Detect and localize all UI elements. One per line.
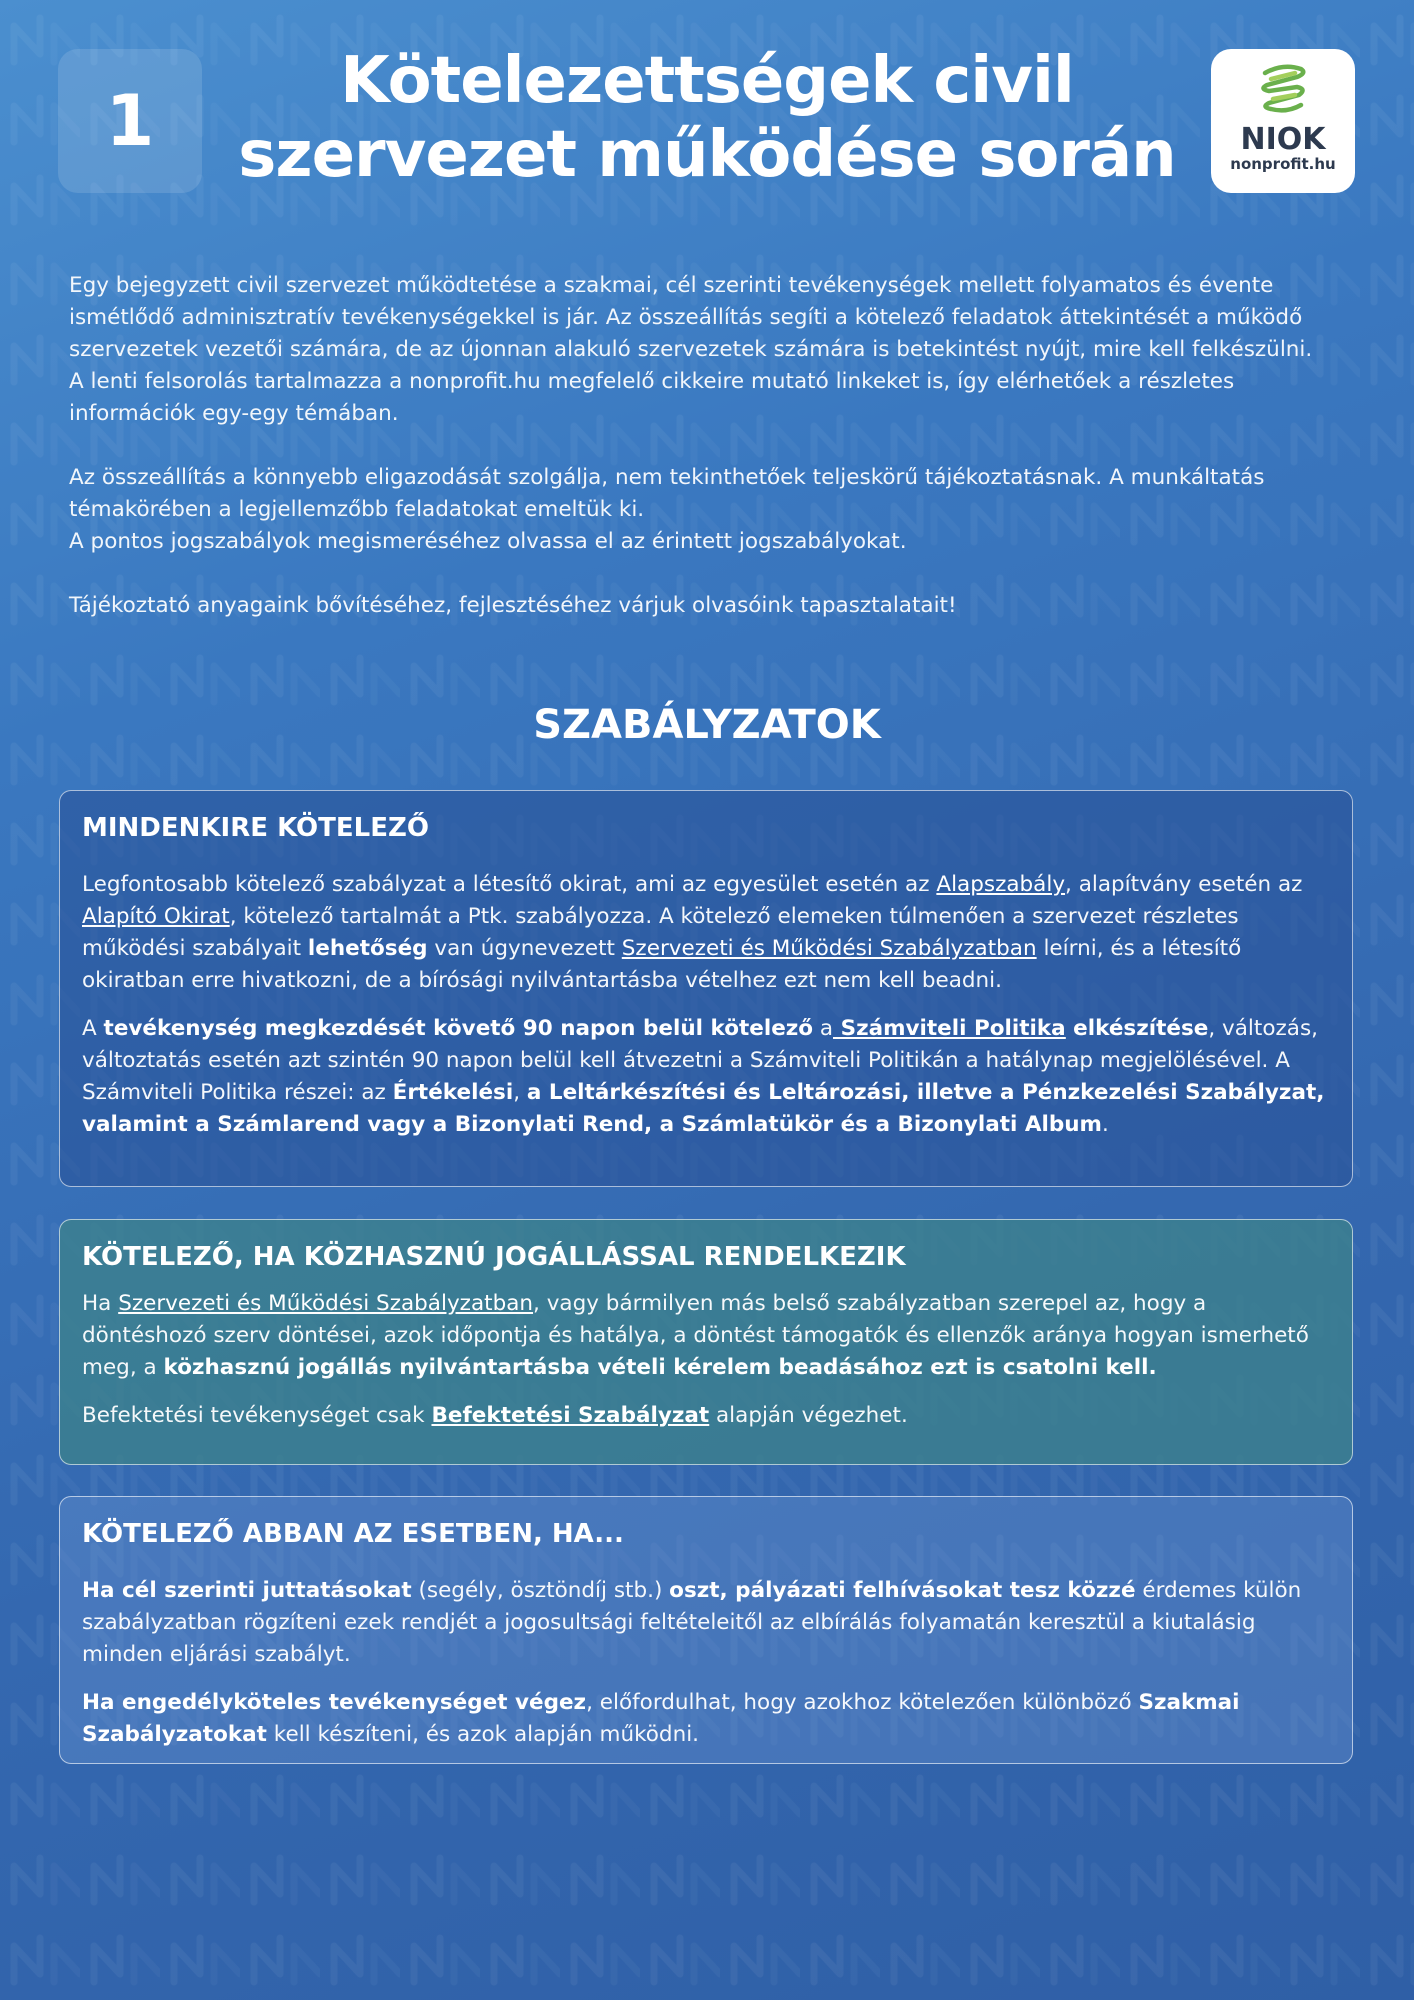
card-paragraph: Legfontosabb kötelező szabályzat a létesítő okirat, ami az egyesület esetén az Alapszabály, alapítvány esetén az Alapító Okirat, kötelező tartalmát a Ptk. szabályozza. A kötelező elemeken túlmenően a szervezet részletes működési szabályait lehetőség van úgynevezett Szervezeti és Működési Szabályzatban leírni, és a létesítő okiratban erre hivatkozni, de a bírósági nyilvántartásba vételhez ezt nem kell beadni. (82, 872, 1303, 993)
card-paragraph: Ha engedélyköteles tevékenységet végez, előfordulhat, hogy azokhoz kötelezően különböző Szakmai Szabályzatokat kell készíteni, és azok alapján működni. (82, 1690, 1240, 1747)
link-alapito-okirat[interactable]: Alapító Okirat (82, 904, 230, 929)
niok-logo-icon (1251, 61, 1315, 121)
card-public-benefit (59, 1219, 1353, 1465)
link-befektetesi-szabalyzat[interactable]: Befektetési Szabályzat (431, 1403, 710, 1428)
logo-name: NIOK (1240, 122, 1326, 157)
intro-paragraph: Az összeállítás a könnyebb eligazodását szolgálja, nem tekinthetőek teljeskörű tájékoztatásnak. A munkáltatás témakörében a legjellemzőbb feladatokat emeltük ki. (69, 465, 1265, 522)
logo-url: nonprofit.hu (1230, 155, 1336, 173)
card-paragraph: A tevékenység megkezdését követő 90 napon belül kötelező a Számviteli Politika elkészítése, változás, változtatás esetén azt szintén 90 napon belül kell átvezetni a Számviteli Politikán a hatálynap megjelölésével. A Számviteli Politika részei: az Értékelési, a Leltárkészítési és Leltározási, illetve a Pénzkezelési Szabályzat, valamint a Számlarend vagy a Bizonylati Rend, a Számlatükör és a Bizonylati Album. (82, 1016, 1325, 1137)
intro-paragraph: A lenti felsorolás tartalmazza a nonprofit.hu megfelelő cikkeire mutató linkeket is, így elérhetőek a részletes információk egy-egy témában. (69, 369, 1235, 426)
section-number: 1 (105, 80, 155, 162)
card-heading: KÖTELEZŐ ABBAN AZ ESETBEN, HA... (82, 1519, 624, 1549)
niok-logo[interactable] (1211, 49, 1355, 193)
section-number-badge (58, 49, 202, 193)
card-mandatory-for-all (59, 790, 1353, 1187)
section-title: SZABÁLYZATOK (533, 702, 881, 748)
intro-paragraph: Egy bejegyzett civil szervezet működtetése a szakmai, cél szerinti tevékenységek mellett folyamatos és évente ismétlődő adminisztratív tevékenységekkel is jár. Az összeállítás segíti a kötelező feladatok áttekintését a működő szervezetek vezetői számára, de az újonnan alakuló szervezetek számára is betekintést nyújt, mire kell felkészülni. (69, 273, 1313, 362)
page-header (0, 0, 1414, 240)
page-title-line2: szervezet működése során (238, 118, 1176, 192)
page-title-line1: Kötelezettségek civil (340, 44, 1074, 118)
page-title (230, 44, 1184, 192)
link-szmsz[interactable]: Szervezeti és Működési Szabályzatban (621, 936, 1037, 961)
intro-paragraph: A pontos jogszabályok megismeréséhez olvassa el az érintett jogszabályokat. (69, 529, 907, 554)
link-szmsz[interactable]: Szervezeti és Működési Szabályzatban (118, 1291, 534, 1316)
card-paragraph: Ha cél szerinti juttatásokat (segély, ösztöndíj stb.) oszt, pályázati felhívásokat tesz közzé érdemes külön szabályzatban rögzíteni ezek rendjét a jogosultsági feltételeitől az elbírálás folyamatán keresztül a kiutalásig minden eljárási szabályt. (82, 1578, 1302, 1667)
intro-paragraph: Tájékoztató anyagaink bővítéséhez, fejlesztéséhez várjuk olvasóink tapasztalatait! (69, 593, 957, 618)
link-szamviteli-politika[interactable]: Számviteli Politika (833, 1016, 1066, 1041)
card-paragraph: Ha Szervezeti és Működési Szabályzatban, vagy bármilyen más belső szabályzatban szerepel az, hogy a döntéshozó szerv döntései, azok időpontja és hatálya, a döntést támogatók és ellenzők aránya hogyan ismerhető meg, a közhasznú jogállás nyilvántartásba vételi kérelem beadásához ezt is csatolni kell. (82, 1291, 1309, 1380)
card-heading: MINDENKIRE KÖTELEZŐ (82, 813, 429, 843)
card-paragraph: Befektetési tevékenységet csak Befektetési Szabályzat alapján végezhet. (82, 1403, 908, 1428)
card-heading: KÖTELEZŐ, HA KÖZHASZNÚ JOGÁLLÁSSAL RENDELKEZIK (82, 1242, 906, 1272)
link-alapszabaly[interactable]: Alapszabály (936, 872, 1066, 897)
card-conditional (59, 1496, 1353, 1764)
intro-text (69, 270, 1354, 622)
